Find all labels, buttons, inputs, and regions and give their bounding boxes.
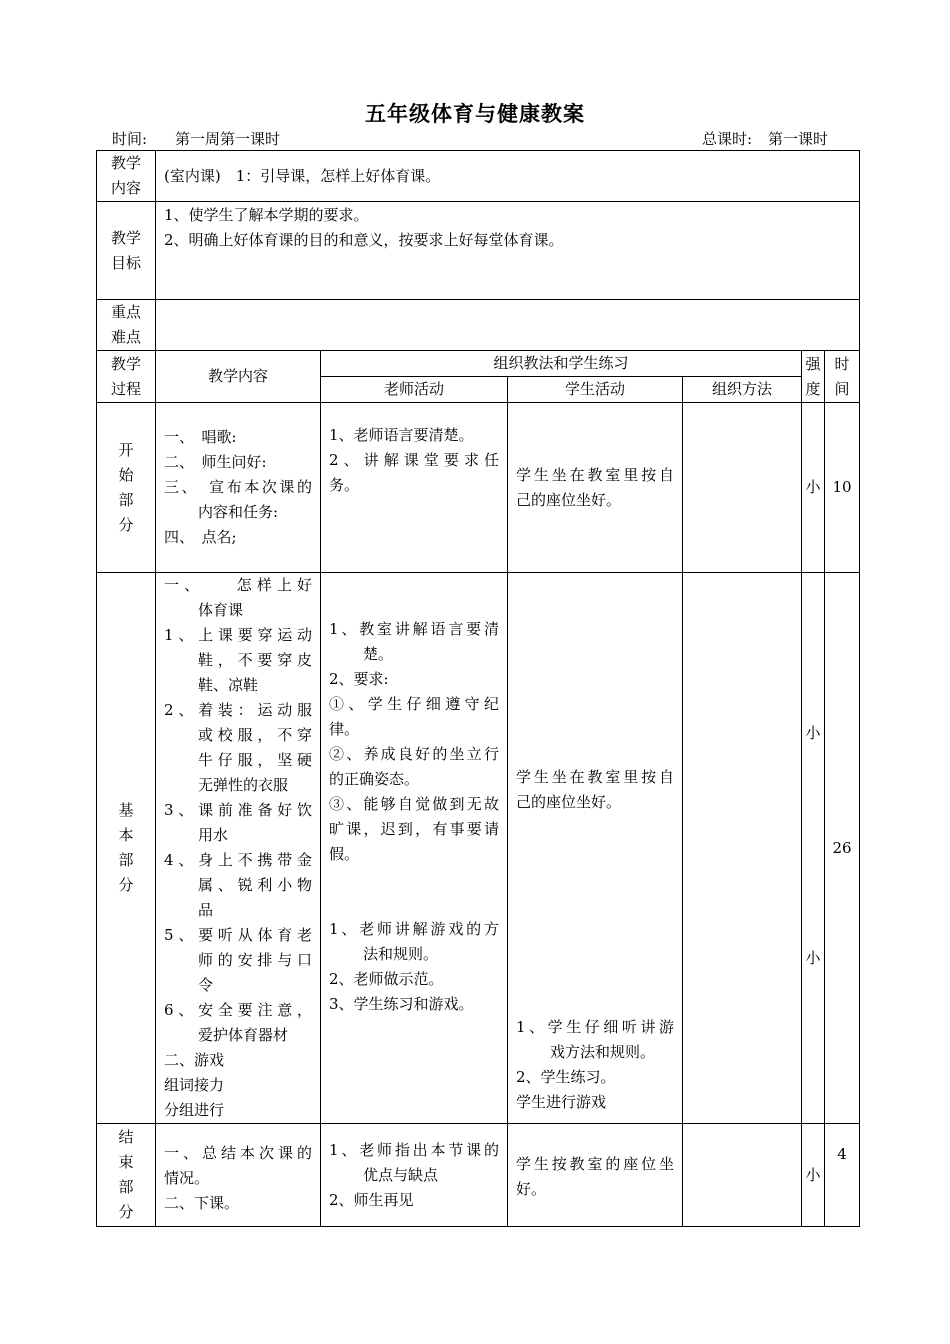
organization-method-header: 组织方法 bbox=[683, 377, 802, 403]
start-student-activity: 学生坐在教室里按自 己的座位坐好。 bbox=[508, 403, 683, 573]
teaching-content-row bbox=[97, 151, 860, 202]
main-time: 26 bbox=[825, 573, 860, 1124]
intensity-header: 强 度 bbox=[802, 351, 825, 403]
time-value: 第一周第一课时 bbox=[175, 130, 281, 148]
main-student-activity: 学生坐在教室里按自 己的座位坐好。 1、学生仔细听讲游 戏方法和规则。 2、学生练习。 学生进行游戏 bbox=[508, 573, 683, 1124]
key-points-label: 重点 难点 bbox=[97, 300, 156, 351]
start-time: 10 bbox=[825, 403, 860, 573]
start-teacher-activity: 1、老师语言要清楚。 2、讲解课堂要求任 务。 bbox=[321, 403, 508, 573]
main-section-label: 基 本 部 分 bbox=[97, 573, 156, 1124]
main-teacher-activity: 1、教室讲解语言要清 楚。 2、要求: ①、学生仔细遵守纪 律。 ②、养成良好的坐立行 的正确姿态。 ③、能够自觉做到无故 旷课，迟到，有事要请 假。 1、老师讲解游戏的方 法和规则。 2、老师做示范。 3、学生练习和游戏。 bbox=[321, 573, 508, 1124]
teaching-content-value: (室内课) 1：引导课，怎样上好体育课。 bbox=[156, 151, 860, 202]
student-activity-header: 学生活动 bbox=[508, 377, 683, 403]
start-section-label: 开 始 部 分 bbox=[97, 403, 156, 573]
end-section-label: 结 束 部 分 bbox=[97, 1124, 156, 1227]
start-section-row bbox=[97, 403, 860, 573]
total-hours-value: 第一课时 bbox=[768, 130, 829, 148]
main-section-row bbox=[97, 573, 860, 1124]
start-organization-method bbox=[683, 403, 802, 573]
process-content-header: 教学内容 bbox=[156, 351, 321, 403]
process-header-row bbox=[97, 351, 860, 377]
end-section-content: 一、总结本次课的 情况。 二、下课。 bbox=[156, 1124, 321, 1227]
end-organization-method bbox=[683, 1124, 802, 1227]
start-section-content: 一、 唱歌: 二、 师生问好: 三、 宣布本次课的 内容和任务: 四、 点名; bbox=[156, 403, 321, 573]
end-intensity: 小 bbox=[802, 1124, 825, 1227]
teaching-content-label: 教学 内容 bbox=[97, 151, 156, 202]
end-student-activity: 学生按教室的座位坐 好。 bbox=[508, 1124, 683, 1227]
main-intensity: 小 小 bbox=[802, 573, 825, 1124]
teaching-goals-row bbox=[97, 202, 860, 300]
key-points-row bbox=[97, 300, 860, 351]
end-section-row bbox=[97, 1124, 860, 1227]
organization-header: 组织教法和学生练习 bbox=[321, 351, 802, 377]
time-label: 时间: bbox=[112, 130, 148, 148]
teaching-goals-value: 1、使学生了解本学期的要求。 2、明确上好体育课的目的和意义，按要求上好每堂体育课。 bbox=[156, 202, 860, 300]
lesson-plan-table bbox=[96, 150, 860, 1227]
start-intensity: 小 bbox=[802, 403, 825, 573]
document-title: 五年级体育与健康教案 bbox=[365, 101, 585, 126]
time-header: 时 间 bbox=[825, 351, 860, 403]
main-section-content: 一、 怎样上好 体育课 1、上课要穿运动 鞋，不要穿皮 鞋、凉鞋 2、着装：运动服 或校服，不穿 牛仔服，坚硬 无弹性的衣服 3、课前准备好饮 用水 4、身上不携带金 属、锐利小物 品 5、要听从体育老 师的安排与口 令 6、安全要注意， 爱护体育器材 二、游戏 组词接力 分组进行 bbox=[156, 573, 321, 1124]
teaching-goals-label: 教学 目标 bbox=[97, 202, 156, 300]
main-organization-method bbox=[683, 573, 802, 1124]
end-teacher-activity: 1、老师指出本节课的 优点与缺点 2、师生再见 bbox=[321, 1124, 508, 1227]
key-points-value bbox=[156, 300, 860, 351]
teacher-activity-header: 老师活动 bbox=[321, 377, 508, 403]
process-label: 教学 过程 bbox=[97, 351, 156, 403]
end-time: 4 bbox=[825, 1124, 860, 1227]
total-hours-label: 总课时: bbox=[702, 130, 753, 148]
